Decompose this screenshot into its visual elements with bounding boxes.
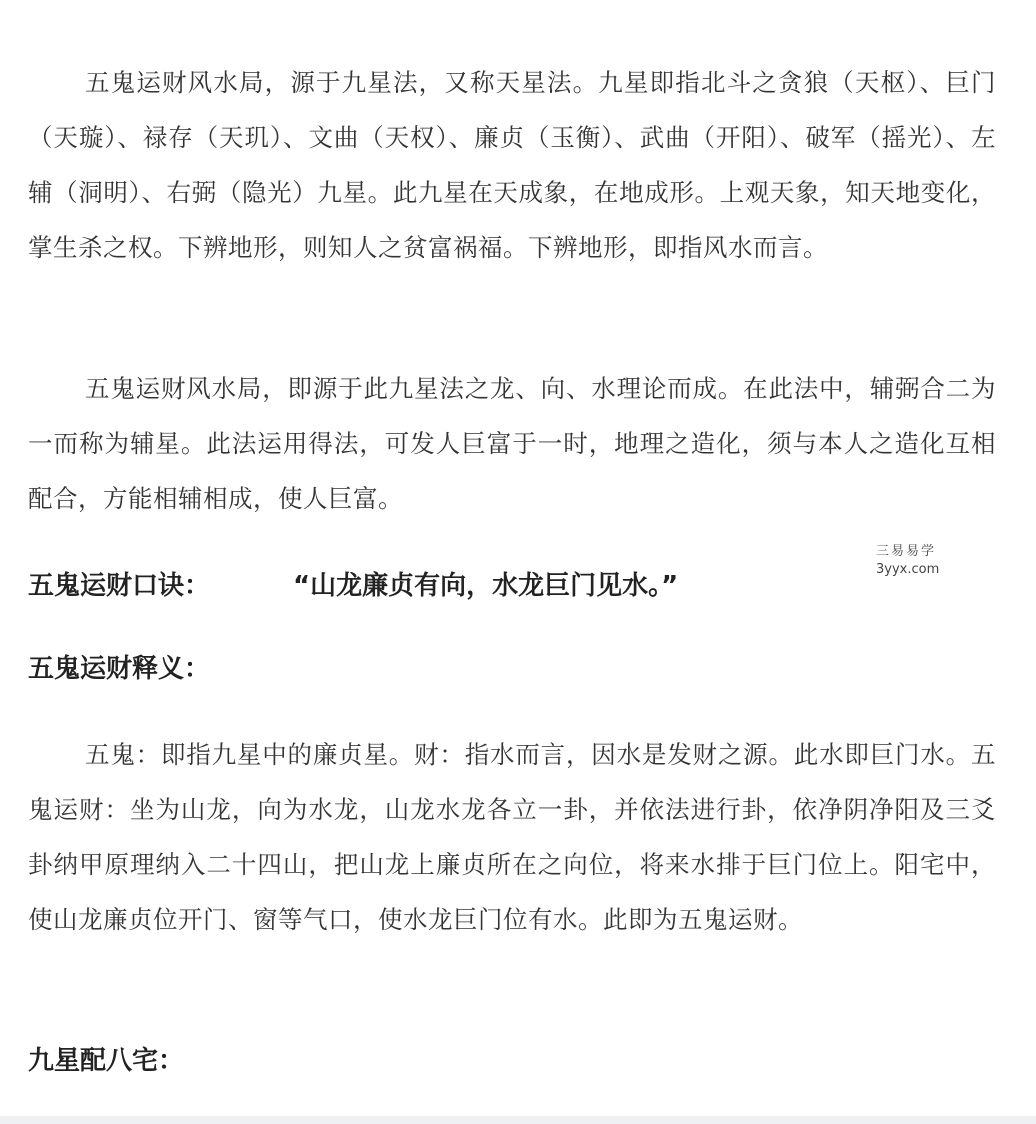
bottom-scroll-bar xyxy=(0,1116,1036,1124)
mnemonic-quote: “山龙廉贞有向，水龙巨门见水。” xyxy=(293,571,679,601)
heading-nine-stars: 九星配八宅： xyxy=(28,1046,185,1076)
heading-mnemonic: 五鬼运财口诀： xyxy=(28,571,211,601)
paragraph-meaning: 五鬼：即指九星中的廉贞星。财：指水而言，因水是发财之源。此水即巨门水。五鬼运财：坐为山龙，向为水龙，山龙水龙各立一卦，并依法进行卦，依净阴净阳及三爻卦纳甲原理纳入二十四山，把山龙上廉贞所在之向位，将来水排于巨门位上。阳宅中，使山龙廉贞位开门、窗等气口，使水龙巨门位有水。此即为五鬼运财。 xyxy=(28,740,996,934)
watermark-domain: 3yyx.com xyxy=(876,562,940,577)
watermark xyxy=(876,543,946,579)
heading-meaning: 五鬼运财释义： xyxy=(28,654,211,684)
paragraph-origin: 五鬼运财风水局，源于九星法，又称天星法。九星即指北斗之贪狼（天枢）、巨门（天璇）、禄存（天玑）、文曲（天权）、廉贞（玉衡）、武曲（开阳）、破军（摇光）、左辅（洞明）、右弼（隐光）九星。此九星在天成象，在地成形。上观天象，知天地变化，掌生杀之权。下辨地形，则知人之贫富祸福。下辨地形，即指风水而言。 xyxy=(28,68,996,262)
watermark-chinese: 三易易学 xyxy=(876,544,937,559)
paragraph-theory: 五鬼运财风水局，即源于此九星法之龙、向、水理论而成。在此法中，辅弼合二为一而称为辅星。此法运用得法，可发人巨富于一时，地理之造化，须与本人之造化互相配合，方能相辅相成，使人巨富。 xyxy=(28,374,996,513)
